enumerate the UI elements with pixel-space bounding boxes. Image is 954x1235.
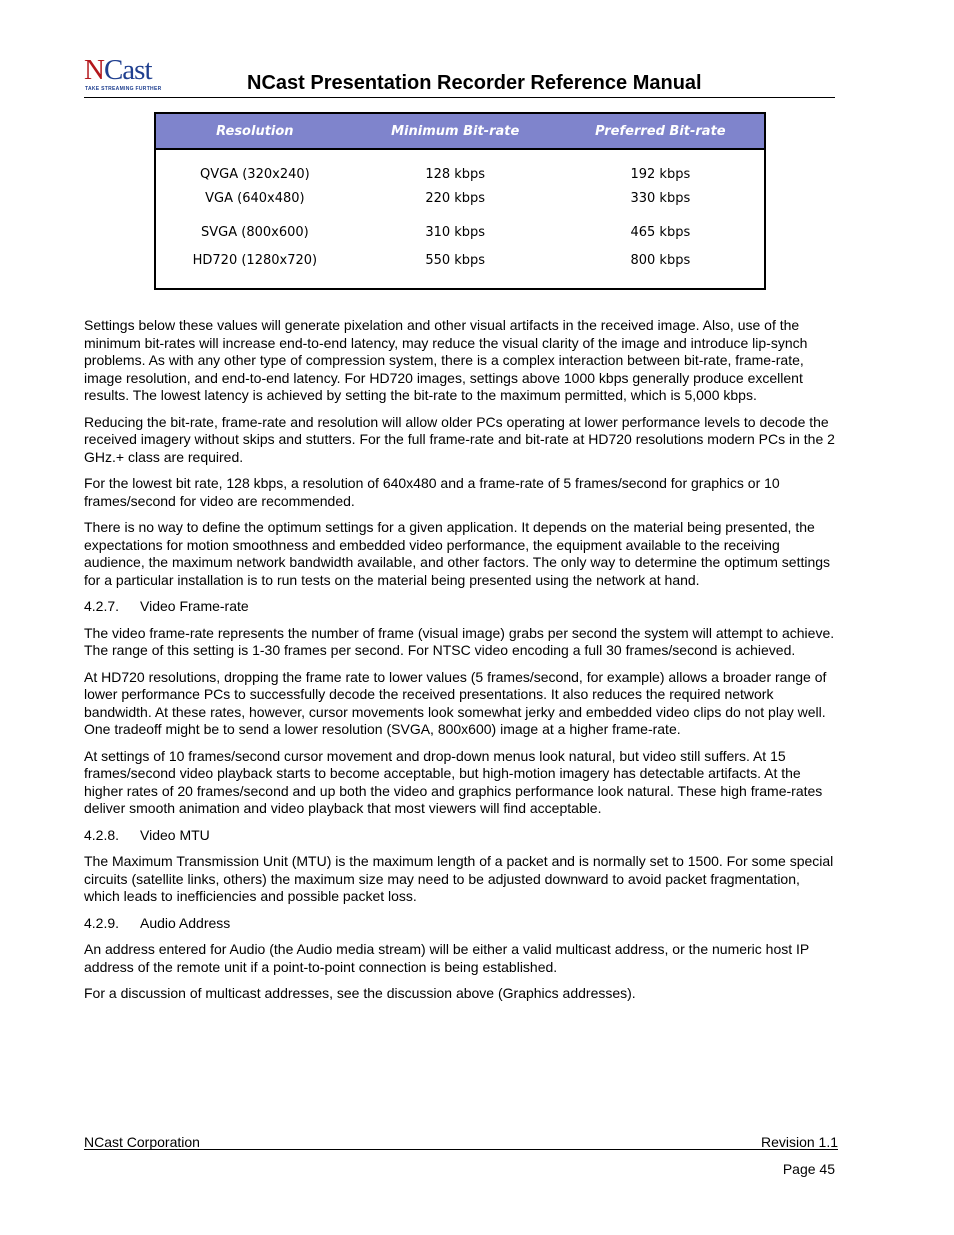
section-title: Audio Address: [140, 914, 231, 931]
page-number: Page 45: [782, 1161, 835, 1177]
column-header-resolution: Resolution: [155, 113, 354, 149]
section-heading: [84, 598, 836, 616]
paragraph: At settings of 10 frames/second cursor movement and drop-down menus look natural, but video still suffers. At 15 frames/second video playback starts to become acceptable, but high-motion imagery has detectable artifacts. At the higher rates of 20 frames/second and up both the video and graphics performance look natural. These high frame-rates deliver smooth animation and video playback that most viewers will find acceptable.: [84, 747, 823, 816]
section-title: Video Frame-rate: [140, 598, 249, 614]
logo-word: Cast: [103, 54, 152, 86]
logo-tagline: TAKE STREAMING FURTHER: [85, 86, 162, 92]
section-heading: [84, 827, 836, 845]
paragraph: Settings below these values will generate pixelation and other visual artifacts in the received image. Also, use of the minimum bit-rates will increase end-to-end latency, may reduce the visual clarity of the image and introduce lip-synch problems. As with any other type of compression system, there is a complex interaction between bit-rate, frame-rate, image resolution, and end-to-end latency. For HD720 images, settings above 1000 kbps generally produce excellent results. The lowest latency is achieved by setting the bit-rate to the maximum permitted, which is 5,000 kbps.: [84, 317, 808, 403]
paragraph: At HD720 resolutions, dropping the frame rate to lower values (5 frames/second, for example) allows a broader range of lower performance PCs to successfully decode the received presentations. It also reduces the required network bandwidth. At these rates, however, cursor movements look somewhat jerky and embedded video clips do not play well. One tradeoff might be to send a lower resolution (SVGA, 800x600) image at a higher frame-rate.: [84, 668, 827, 737]
section-number: 4.2.7.: [84, 598, 120, 614]
table-row: [155, 149, 765, 182]
table-header-row: [155, 113, 765, 149]
table-cell: 330 kbps: [630, 190, 691, 206]
section-heading: [84, 915, 836, 933]
paragraph: Reducing the bit-rate, frame-rate and resolution will allow older PCs operating at lower performance levels to decode the received imagery without skips and stutters. For the full frame-rate and bit-rate at HD720 resolutions modern PCs in the 2 GHz.+ class are required.: [84, 413, 835, 465]
logo-letter: N: [84, 54, 104, 86]
footer-company: NCast Corporation: [84, 1134, 200, 1150]
table-row: [155, 214, 765, 250]
footer-revision: Revision 1.1: [760, 1134, 838, 1150]
table-cell: 192 kbps: [630, 167, 691, 182]
table-cell: QVGA (320x240): [200, 167, 310, 182]
table-cell: 310 kbps: [425, 224, 486, 240]
page-footer: [84, 1134, 838, 1150]
section-number: 4.2.8.: [84, 826, 120, 843]
table-cell: 465 kbps: [630, 224, 691, 240]
table-cell: 220 kbps: [425, 190, 486, 206]
paragraph: For the lowest bit rate, 128 kbps, a resolution of 640x480 and a frame-rate of 5 frames/second for graphics or 10 frames/second for video are recommended.: [84, 475, 780, 509]
column-header-preferred: Preferred Bit-rate: [557, 113, 765, 149]
page-header: [84, 52, 835, 98]
section-title: Video MTU: [140, 826, 210, 843]
table-cell: 550 kbps: [425, 253, 486, 268]
table-cell: VGA (640x480): [205, 190, 305, 206]
section-number: 4.2.9.: [84, 914, 120, 931]
table-cell: HD720 (1280x720): [192, 253, 318, 268]
paragraph: There is no way to define the optimum settings for a given application. It depends on the material being presented, the expectations for motion smoothness and embedded video performance, the equipment available to the receiving audience, the maximum network bandwidth available, and other factors. The only way to determine the optimum settings for a particular installation is to run tests on the material being presented using the network at hand.: [84, 519, 831, 588]
paragraph: For a discussion of multicast addresses, see the discussion above (Graphics addresses).: [84, 985, 636, 1001]
column-header-minimum: Minimum Bit-rate: [354, 113, 557, 149]
document-title: NCast Presentation Recorder Reference Manual: [247, 72, 702, 94]
ncast-logo: [84, 55, 174, 95]
table-row: [155, 182, 765, 214]
paragraph: The Maximum Transmission Unit (MTU) is the maximum length of a packet and is normally set to 1500. For some special circuits (satellite links, others) the maximum size may need to be adjusted downward to avoid packet fragmentation, which leads to inefficiencies and possible packet loss.: [84, 853, 834, 904]
body-text: [84, 317, 836, 1012]
paragraph: The video frame-rate represents the number of frame (visual image) grabs per second the system will attempt to achieve. The range of this setting is 1-30 frames per second. For NTSC video encoding a full 30 frames/second is achieved.: [84, 624, 835, 658]
table-cell: 128 kbps: [425, 167, 486, 182]
table-cell: 800 kbps: [630, 253, 691, 268]
paragraph: An address entered for Audio (the Audio media stream) will be either a valid multicast address, or the numeric host IP address of the remote unit if a point-to-point connection is being established.: [84, 941, 809, 975]
table-cell: SVGA (800x600): [201, 224, 309, 240]
table-row: [155, 250, 765, 289]
bitrate-table: [154, 112, 766, 290]
